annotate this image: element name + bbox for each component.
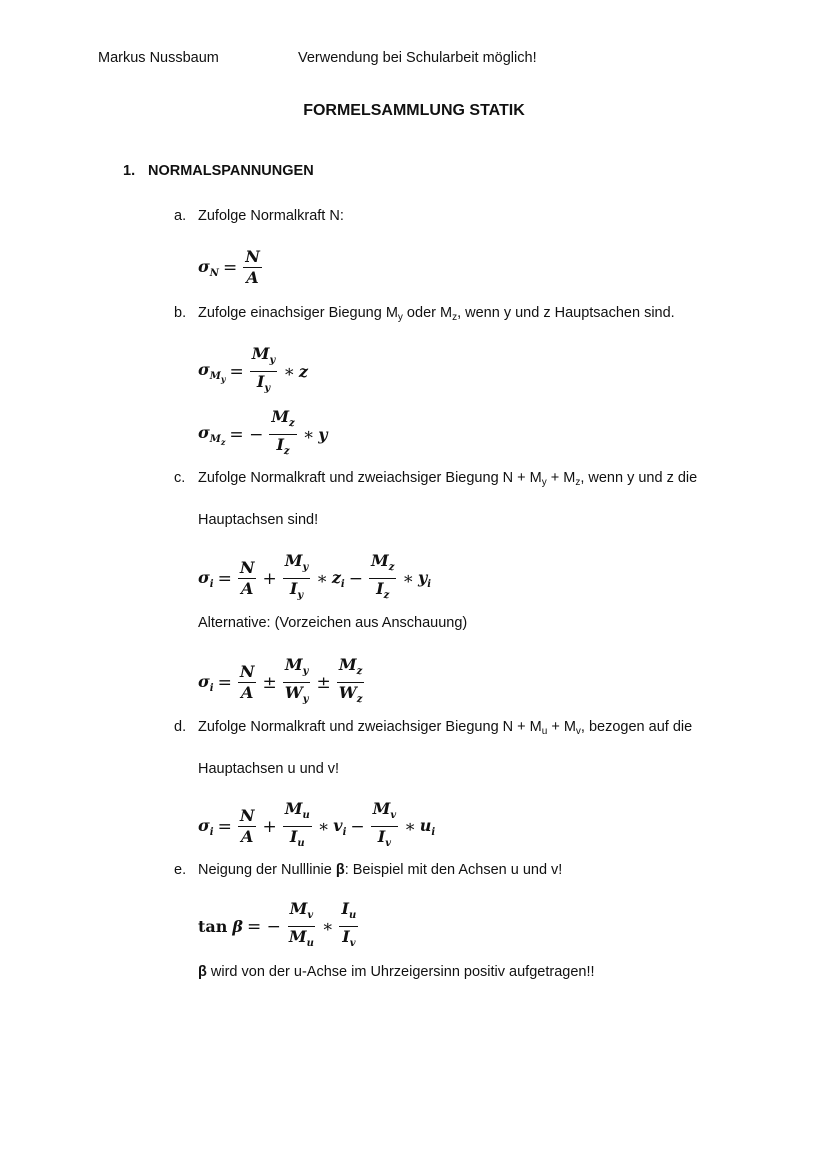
math-symbol <box>289 579 304 601</box>
math-symbol <box>245 247 260 266</box>
item-label: d. <box>174 719 187 735</box>
fraction <box>238 663 257 702</box>
text-segment: Neigung der Nulllinie <box>198 862 336 878</box>
math-symbol <box>288 927 314 949</box>
subscript: N <box>209 267 219 279</box>
symbol: N <box>239 662 255 681</box>
symbol: u <box>419 815 432 835</box>
text-segment: Hauptachsen u und v! <box>198 761 340 777</box>
operator: ∗ <box>316 568 328 589</box>
math-symbol <box>198 816 214 838</box>
denominator <box>274 435 291 461</box>
subscript: z <box>356 694 363 705</box>
math-symbol <box>284 655 309 677</box>
symbol: I <box>376 579 384 598</box>
subscript: v <box>385 838 392 849</box>
body-text-line <box>198 964 595 980</box>
denominator <box>374 579 391 605</box>
operator: ∗ <box>317 816 330 837</box>
fraction <box>250 345 278 398</box>
fraction <box>339 900 358 953</box>
text-segment: Hauptachsen sind! <box>198 512 319 528</box>
subscript: z <box>388 562 395 573</box>
math-symbol <box>299 362 308 381</box>
symbol: M <box>271 407 290 426</box>
numerator <box>283 552 311 579</box>
math-symbol <box>376 579 390 601</box>
operator: = − <box>229 424 264 445</box>
math-symbol <box>341 899 357 921</box>
fraction <box>283 800 312 853</box>
math-symbol <box>198 423 225 447</box>
subscript: y <box>297 590 304 601</box>
math-symbol <box>240 806 255 825</box>
formula <box>198 248 264 287</box>
subscript: u <box>297 838 305 849</box>
math-symbol <box>318 425 327 444</box>
body-text-line <box>198 862 562 878</box>
symbol: A <box>240 683 254 702</box>
item-label: e. <box>174 862 187 878</box>
symbol: M <box>251 344 270 363</box>
math-symbol <box>420 816 435 838</box>
subscript: y <box>541 477 547 488</box>
fraction <box>283 656 311 709</box>
subscript: u <box>302 810 310 821</box>
numerator <box>283 800 312 827</box>
symbol: I <box>341 899 349 918</box>
subscript: i <box>209 826 214 838</box>
subscript: Mz <box>209 433 226 447</box>
subscript: i <box>340 578 345 590</box>
math-symbol <box>377 827 392 849</box>
subscript: z <box>383 590 390 601</box>
subscript: y <box>397 312 403 323</box>
numerator <box>238 663 257 683</box>
math-symbol <box>251 344 276 366</box>
math-symbol <box>338 683 363 705</box>
symbol: N <box>239 806 255 825</box>
math-symbol <box>333 816 346 838</box>
math-symbol <box>418 568 431 590</box>
math-symbol <box>240 662 255 681</box>
denominator <box>283 683 311 709</box>
denominator <box>287 927 316 953</box>
math-symbol <box>246 268 258 287</box>
symbol: M <box>284 655 303 674</box>
fraction <box>287 900 316 953</box>
symbol: I <box>289 827 298 846</box>
symbol: I <box>289 579 298 598</box>
subscript: u <box>348 910 357 921</box>
numerator <box>339 900 358 927</box>
fraction <box>371 800 399 853</box>
subscript: y <box>302 694 309 705</box>
symbol: A <box>240 827 254 846</box>
subscript: z <box>575 477 581 488</box>
symbol-beta: β <box>335 862 345 878</box>
subscript: My <box>209 370 226 384</box>
numerator <box>288 900 316 927</box>
numerator <box>238 559 257 579</box>
symbol: A <box>246 268 259 287</box>
text-segment: : Beispiel mit den Achsen u und v! <box>344 862 563 878</box>
symbol: M <box>370 551 389 570</box>
subscript: i <box>342 826 347 838</box>
operator: ± <box>316 672 331 693</box>
subscript: i <box>427 578 432 590</box>
denominator <box>239 827 255 846</box>
symbol: σ <box>198 359 210 379</box>
sub-subscript: y <box>220 373 226 384</box>
body-text-line <box>198 208 344 224</box>
text-segment: wird von der u-Achse im Uhrzeigersinn positiv aufgetragen!! <box>206 964 595 980</box>
subscript: v <box>575 726 581 737</box>
math-symbol <box>198 257 219 279</box>
operator: + <box>262 816 277 837</box>
text-segment: , wenn y und z die <box>580 470 698 486</box>
fraction <box>238 559 257 598</box>
denominator <box>288 579 305 605</box>
math-symbol <box>338 655 363 677</box>
symbol: I <box>377 827 386 846</box>
operator: = <box>217 672 232 693</box>
fraction <box>269 408 296 461</box>
text-segment: Zufolge Normalkraft und zweiachsiger Biegung N + M <box>198 719 542 735</box>
subscript: z <box>452 312 458 323</box>
denominator <box>239 683 255 702</box>
text-segment: Zufolge Normalkraft N: <box>198 208 344 224</box>
symbol: σ <box>198 422 210 442</box>
fraction <box>238 807 257 846</box>
math-symbol <box>276 435 290 457</box>
math-symbol <box>342 927 356 949</box>
body-text-line <box>198 719 692 737</box>
header-note: Verwendung bei Schularbeit möglich! <box>298 50 537 66</box>
formula <box>198 408 328 461</box>
math-symbol <box>289 899 314 921</box>
subscript: u <box>306 938 314 949</box>
subscript: u <box>541 726 548 737</box>
operator: ∗ <box>321 916 334 937</box>
symbol: A <box>240 579 254 598</box>
math-symbol <box>256 372 271 394</box>
numerator <box>371 800 399 827</box>
text-segment: + M <box>547 719 576 735</box>
symbol: σ <box>198 567 210 587</box>
symbol: M <box>372 799 391 818</box>
operator: = − <box>247 916 281 937</box>
math-symbol <box>289 827 305 849</box>
symbol: M <box>284 551 303 570</box>
formula <box>198 656 366 709</box>
numerator <box>369 552 396 579</box>
symbol: M <box>288 927 307 946</box>
operator: ± <box>262 672 277 693</box>
numerator <box>238 807 257 827</box>
operator: ∗ <box>302 424 315 445</box>
math-symbol <box>372 799 397 821</box>
symbol: W <box>338 683 357 702</box>
symbol: v <box>333 815 343 835</box>
math-symbol <box>232 917 243 936</box>
body-text-line <box>198 615 467 631</box>
section-title: NORMALSPANNUNGEN <box>148 163 314 179</box>
page-title: FORMELSAMMLUNG STATIK <box>303 102 525 119</box>
numerator <box>243 248 262 268</box>
subscript: y <box>269 355 276 366</box>
section-number: 1. <box>123 163 136 179</box>
text-segment: Zufolge Normalkraft und zweiachsiger Biegung N + M <box>198 470 542 486</box>
formula <box>198 345 308 398</box>
item-label: b. <box>174 305 187 321</box>
symbol: I <box>256 372 265 391</box>
math-symbol <box>198 568 214 590</box>
fraction <box>243 248 262 287</box>
math-symbol <box>284 683 309 705</box>
denominator <box>239 579 255 598</box>
operator: = <box>217 568 232 589</box>
subscript: z <box>356 666 363 677</box>
denominator <box>376 827 393 853</box>
text-segment: oder M <box>402 305 453 321</box>
denominator <box>288 827 307 853</box>
subscript: z <box>283 446 290 457</box>
denominator <box>337 683 365 709</box>
subscript: i <box>209 682 214 694</box>
denominator <box>340 927 357 953</box>
math-symbol <box>240 558 255 577</box>
fraction <box>369 552 396 605</box>
symbol: I <box>342 927 350 946</box>
function-name: tan <box>198 917 228 936</box>
math-symbol <box>241 579 253 598</box>
symbol: β <box>232 917 244 936</box>
operator: ∗ <box>402 568 414 589</box>
body-text-line <box>198 470 697 488</box>
numerator <box>337 656 364 683</box>
symbol: N <box>245 247 260 266</box>
operator: − <box>350 816 365 837</box>
body-text-line <box>198 761 339 777</box>
subscript: i <box>209 578 214 590</box>
symbol: M <box>289 899 308 918</box>
header-author: Markus Nussbaum <box>98 50 219 66</box>
math-symbol <box>332 568 345 590</box>
operator: = <box>217 816 232 837</box>
math-symbol <box>284 799 310 821</box>
symbol-beta: β <box>198 964 207 980</box>
symbol: σ <box>198 256 210 276</box>
text-segment: , bezogen auf die <box>580 719 693 735</box>
text-segment: Alternative: (Vorzeichen aus Anschauung) <box>198 615 468 631</box>
numerator <box>250 345 278 372</box>
body-text-line <box>198 305 675 323</box>
symbol: z <box>298 362 308 381</box>
symbol: W <box>284 683 303 702</box>
body-text-line <box>198 512 318 528</box>
item-label: a. <box>174 208 187 224</box>
subscript: y <box>264 383 271 394</box>
operator: − <box>348 568 363 589</box>
operator: + <box>262 568 277 589</box>
symbol: I <box>276 435 284 454</box>
math-symbol <box>241 683 253 702</box>
text-segment: Zufolge einachsiger Biegung M <box>198 305 398 321</box>
subscript: v <box>307 910 314 921</box>
math-symbol <box>241 827 253 846</box>
symbol: y <box>318 425 328 444</box>
symbol: σ <box>198 815 210 835</box>
subscript: i <box>431 826 436 838</box>
denominator <box>244 268 260 287</box>
numerator <box>269 408 296 435</box>
text-segment: , wenn y und z Hauptsachen sind. <box>457 305 675 321</box>
math-symbol <box>198 360 226 384</box>
math-symbol <box>284 551 309 573</box>
subscript: z <box>289 418 295 429</box>
fraction <box>283 552 311 605</box>
subscript: v <box>349 938 356 949</box>
operator: = <box>222 257 238 278</box>
text-segment: + M <box>546 470 576 486</box>
operator: ∗ <box>283 361 295 382</box>
subscript: v <box>390 810 397 821</box>
formula <box>198 900 360 953</box>
formula <box>198 800 435 853</box>
symbol: M <box>338 655 357 674</box>
symbol: M <box>284 799 303 818</box>
item-label: c. <box>174 470 186 486</box>
formula <box>198 552 431 605</box>
numerator <box>283 656 311 683</box>
denominator <box>255 372 272 398</box>
math-symbol <box>198 672 214 694</box>
symbol: N <box>239 558 255 577</box>
subscript: y <box>302 666 309 677</box>
operator: ∗ <box>404 816 416 837</box>
math-symbol <box>370 551 395 573</box>
math-symbol <box>271 407 295 429</box>
symbol: y <box>417 567 428 587</box>
sub-subscript: z <box>220 436 226 447</box>
operator: = <box>229 361 244 382</box>
fraction <box>337 656 365 709</box>
symbol: z <box>331 567 341 587</box>
subscript: y <box>302 562 309 573</box>
symbol: σ <box>198 671 210 691</box>
